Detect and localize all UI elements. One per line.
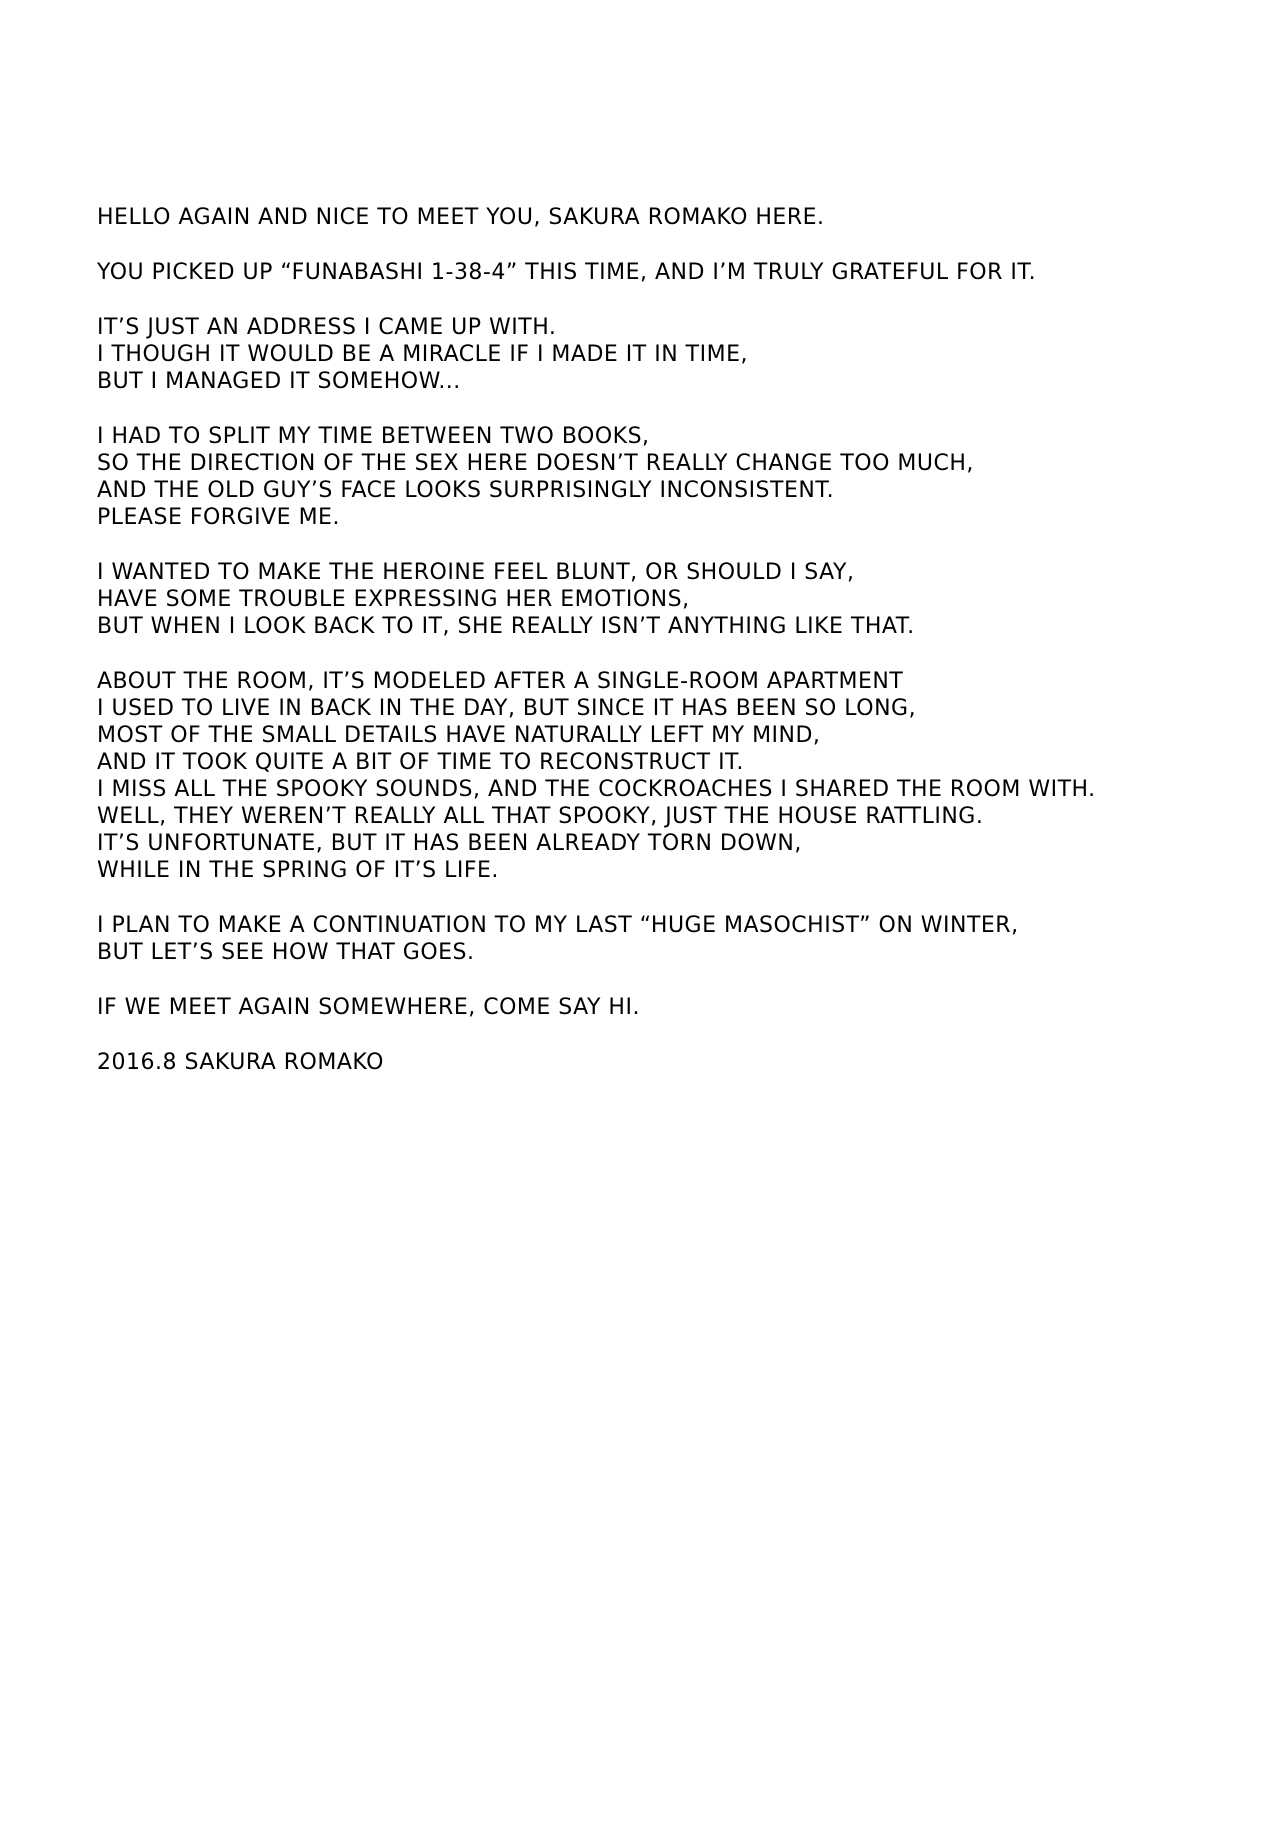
text-line: AND IT TOOK QUITE A BIT OF TIME TO RECONSTRUCT IT. <box>97 750 744 775</box>
paragraph-heroine <box>97 559 1247 640</box>
text-line: I USED TO LIVE IN BACK IN THE DAY, BUT SINCE IT HAS BEEN SO LONG, <box>97 696 917 721</box>
paragraph-goodbye <box>97 994 1247 1021</box>
text-line: WHILE IN THE SPRING OF IT’S LIFE. <box>97 858 499 883</box>
paragraph-thanks <box>97 259 1247 286</box>
paragraph-greeting <box>97 204 1247 231</box>
text-line: MOST OF THE SMALL DETAILS HAVE NATURALLY LEFT MY MIND, <box>97 723 821 748</box>
text-line: SO THE DIRECTION OF THE SEX HERE DOESN’T REALLY CHANGE TOO MUCH, <box>97 451 974 476</box>
text-line: BUT WHEN I LOOK BACK TO IT, SHE REALLY ISN’T ANYTHING LIKE THAT. <box>97 614 915 639</box>
text-line: I WANTED TO MAKE THE HEROINE FEEL BLUNT, OR SHOULD I SAY, <box>97 560 855 585</box>
text-line: YOU PICKED UP “FUNABASHI 1-38-4” THIS TIME, AND I’M TRULY GRATEFUL FOR IT. <box>97 260 1037 285</box>
afterword-text <box>97 204 1247 1076</box>
text-line: I PLAN TO MAKE A CONTINUATION TO MY LAST “HUGE MASOCHIST” ON WINTER, <box>97 913 1019 938</box>
text-line: HELLO AGAIN AND NICE TO MEET YOU, SAKURA ROMAKO HERE. <box>97 205 825 230</box>
paragraph-address <box>97 314 1247 395</box>
paragraph-continuation <box>97 912 1247 966</box>
text-line: BUT LET’S SEE HOW THAT GOES. <box>97 940 475 965</box>
text-line: IF WE MEET AGAIN SOMEWHERE, COME SAY HI. <box>97 995 640 1020</box>
text-line: WELL, THEY WEREN’T REALLY ALL THAT SPOOKY, JUST THE HOUSE RATTLING. <box>97 804 984 829</box>
text-line: HAVE SOME TROUBLE EXPRESSING HER EMOTIONS, <box>97 587 690 612</box>
signature-date: 2016.8 SAKURA ROMAKO <box>97 1050 384 1075</box>
text-line: AND THE OLD GUY’S FACE LOOKS SURPRISINGLY INCONSISTENT. <box>97 478 835 503</box>
text-line: I MISS ALL THE SPOOKY SOUNDS, AND THE COCKROACHES I SHARED THE ROOM WITH. <box>97 777 1096 802</box>
text-line: ABOUT THE ROOM, IT’S MODELED AFTER A SINGLE-ROOM APARTMENT <box>97 669 904 694</box>
text-line: I THOUGH IT WOULD BE A MIRACLE IF I MADE IT IN TIME, <box>97 342 748 367</box>
paragraph-two-books <box>97 423 1247 531</box>
text-line: IT’S JUST AN ADDRESS I CAME UP WITH. <box>97 315 557 340</box>
paragraph-room <box>97 668 1247 884</box>
text-line: PLEASE FORGIVE ME. <box>97 505 340 530</box>
text-line: I HAD TO SPLIT MY TIME BETWEEN TWO BOOKS, <box>97 424 650 449</box>
text-line: BUT I MANAGED IT SOMEHOW... <box>97 369 461 394</box>
text-line: IT’S UNFORTUNATE, BUT IT HAS BEEN ALREADY TORN DOWN, <box>97 831 802 856</box>
